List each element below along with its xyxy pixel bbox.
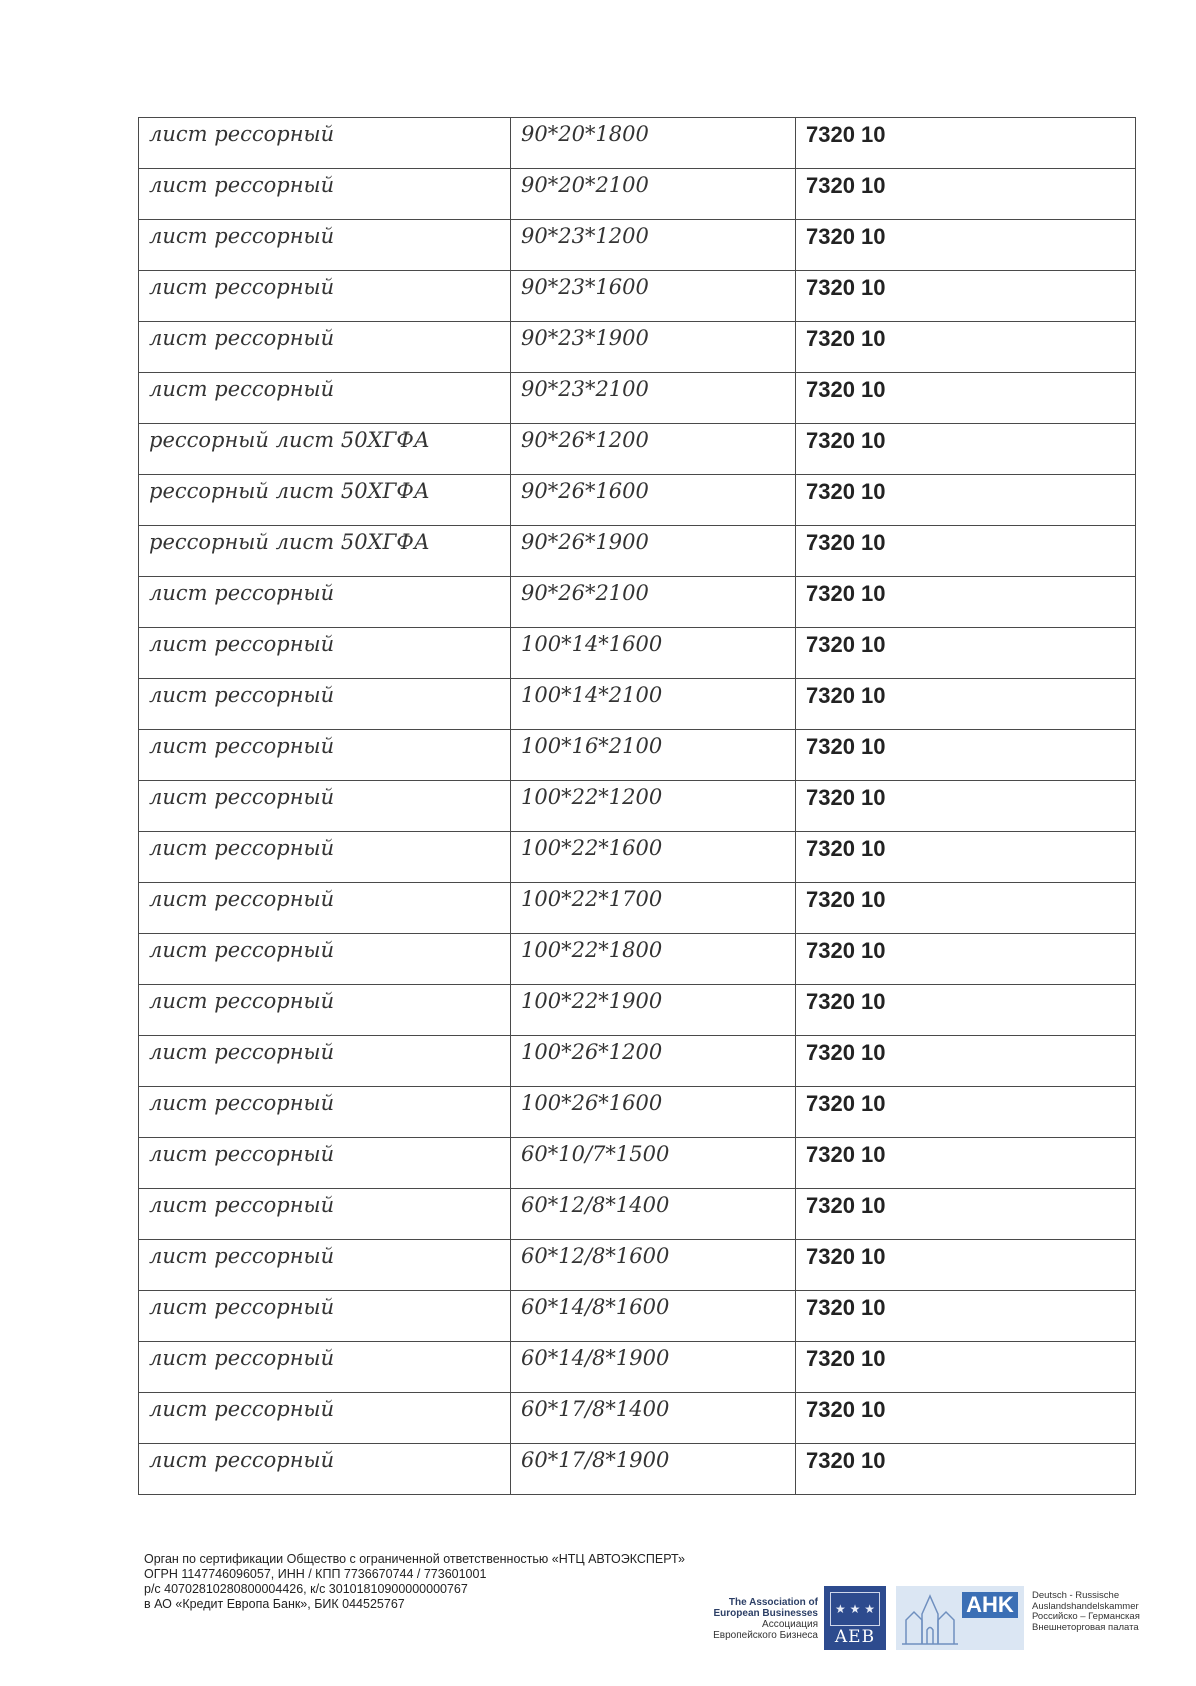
product-code-cell: 7320 10 <box>796 271 1136 322</box>
table-row <box>139 730 1136 781</box>
certification-body-info <box>144 1552 685 1612</box>
table-row <box>139 1189 1136 1240</box>
table-row <box>139 169 1136 220</box>
product-code-cell: 7320 10 <box>796 1342 1136 1393</box>
table-row <box>139 475 1136 526</box>
product-name-cell: лист рессорный <box>139 1444 511 1495</box>
product-name-cell: рессорный лист 50ХГФА <box>139 424 511 475</box>
table-row <box>139 322 1136 373</box>
product-name-cell: лист рессорный <box>139 1189 511 1240</box>
product-code-cell: 7320 10 <box>796 220 1136 271</box>
product-name-cell: лист рессорный <box>139 1240 511 1291</box>
product-name-cell: лист рессорный <box>139 118 511 169</box>
table-row <box>139 679 1136 730</box>
product-code-cell: 7320 10 <box>796 985 1136 1036</box>
product-size-cell: 90*26*1200 <box>511 424 796 475</box>
product-code-cell: 7320 10 <box>796 577 1136 628</box>
product-name-cell: лист рессорный <box>139 883 511 934</box>
aeb-logo-mark: AEB <box>834 1627 876 1647</box>
footer-line: р/с 40702810280800004426, к/с 30101810900000000767 <box>144 1582 468 1596</box>
table-row <box>139 424 1136 475</box>
product-size-cell: 100*16*2100 <box>511 730 796 781</box>
product-name-cell: лист рессорный <box>139 1087 511 1138</box>
product-name-cell: лист рессорный <box>139 679 511 730</box>
product-name-cell: рессорный лист 50ХГФА <box>139 526 511 577</box>
product-size-cell: 100*26*1200 <box>511 1036 796 1087</box>
ahk-caption-3: Российско – Германская <box>1032 1611 1140 1622</box>
product-size-cell: 100*14*2100 <box>511 679 796 730</box>
product-size-cell: 100*22*1200 <box>511 781 796 832</box>
product-code-cell: 7320 10 <box>796 169 1136 220</box>
product-size-cell: 60*17/8*1400 <box>511 1393 796 1444</box>
product-name-cell: лист рессорный <box>139 1342 511 1393</box>
product-size-cell: 100*22*1800 <box>511 934 796 985</box>
table-row <box>139 1444 1136 1495</box>
aeb-caption-en-1: The Association of <box>728 1597 818 1608</box>
product-code-cell: 7320 10 <box>796 1393 1136 1444</box>
product-size-cell: 90*23*1600 <box>511 271 796 322</box>
ahk-caption-2: Auslandshandelskammer <box>1032 1600 1139 1612</box>
product-size-cell: 60*17/8*1900 <box>511 1444 796 1495</box>
table-row <box>139 628 1136 679</box>
product-code-cell: 7320 10 <box>796 118 1136 169</box>
product-size-cell: 90*23*1900 <box>511 322 796 373</box>
product-name-cell: лист рессорный <box>139 781 511 832</box>
table-row <box>139 883 1136 934</box>
product-code-cell: 7320 10 <box>796 1189 1136 1240</box>
product-name-cell: лист рессорный <box>139 271 511 322</box>
cathedral-icon <box>900 1590 960 1646</box>
footer-line: в АО «Кредит Европа Банк», БИК 044525767 <box>144 1597 405 1611</box>
product-size-cell: 60*14/8*1900 <box>511 1342 796 1393</box>
footer-line: ОГРН 1147746096057, ИНН / КПП 7736670744 / 773601001 <box>144 1567 487 1581</box>
product-size-cell: 90*23*2100 <box>511 373 796 424</box>
table-row <box>139 1393 1136 1444</box>
table-row <box>139 526 1136 577</box>
product-size-cell: 90*20*2100 <box>511 169 796 220</box>
product-size-cell: 90*26*2100 <box>511 577 796 628</box>
product-name-cell: лист рессорный <box>139 220 511 271</box>
product-name-cell: лист рессорный <box>139 322 511 373</box>
product-size-cell: 90*23*1200 <box>511 220 796 271</box>
product-name-cell: лист рессорный <box>139 628 511 679</box>
aeb-logo <box>824 1586 886 1650</box>
table-row <box>139 1087 1136 1138</box>
table-row <box>139 985 1136 1036</box>
product-name-cell: лист рессорный <box>139 1036 511 1087</box>
product-code-cell: 7320 10 <box>796 526 1136 577</box>
product-size-cell: 60*14/8*1600 <box>511 1291 796 1342</box>
products-table-body <box>139 118 1136 1495</box>
product-code-cell: 7320 10 <box>796 628 1136 679</box>
product-code-cell: 7320 10 <box>796 679 1136 730</box>
table-row <box>139 577 1136 628</box>
product-size-cell: 60*10/7*1500 <box>511 1138 796 1189</box>
aeb-caption-en-2: European Businesses <box>713 1608 818 1619</box>
table-row <box>139 373 1136 424</box>
product-code-cell: 7320 10 <box>796 1291 1136 1342</box>
product-size-cell: 100*26*1600 <box>511 1087 796 1138</box>
table-row <box>139 781 1136 832</box>
ahk-caption-4: Внешнеторговая палата <box>1032 1621 1139 1633</box>
product-size-cell: 90*26*1900 <box>511 526 796 577</box>
product-name-cell: лист рессорный <box>139 934 511 985</box>
table-row <box>139 220 1136 271</box>
ahk-logo-caption <box>1032 1591 1140 1633</box>
table-row <box>139 1291 1136 1342</box>
product-name-cell: лист рессорный <box>139 730 511 781</box>
product-code-cell: 7320 10 <box>796 1444 1136 1495</box>
product-code-cell: 7320 10 <box>796 1087 1136 1138</box>
product-name-cell: лист рессорный <box>139 169 511 220</box>
product-name-cell: лист рессорный <box>139 1291 511 1342</box>
product-name-cell: рессорный лист 50ХГФА <box>139 475 511 526</box>
table-row <box>139 1138 1136 1189</box>
product-code-cell: 7320 10 <box>796 373 1136 424</box>
product-code-cell: 7320 10 <box>796 475 1136 526</box>
product-size-cell: 90*20*1800 <box>511 118 796 169</box>
product-size-cell: 100*22*1600 <box>511 832 796 883</box>
product-code-cell: 7320 10 <box>796 1240 1136 1291</box>
product-size-cell: 90*26*1600 <box>511 475 796 526</box>
product-code-cell: 7320 10 <box>796 1036 1136 1087</box>
aeb-caption-ru-2: Европейского Бизнеса <box>713 1630 818 1641</box>
product-name-cell: лист рессорный <box>139 1138 511 1189</box>
product-size-cell: 100*14*1600 <box>511 628 796 679</box>
table-row <box>139 118 1136 169</box>
footer-line: Орган по сертификации Общество с ограниченной ответственностью «НТЦ АВТОЭКСПЕРТ» <box>144 1552 686 1566</box>
aeb-logo-caption <box>640 1597 818 1641</box>
product-code-cell: 7320 10 <box>796 883 1136 934</box>
table-row <box>139 832 1136 883</box>
ahk-logo <box>896 1586 1024 1650</box>
product-name-cell: лист рессорный <box>139 985 511 1036</box>
product-name-cell: лист рессорный <box>139 577 511 628</box>
product-code-cell: 7320 10 <box>796 832 1136 883</box>
table-row <box>139 934 1136 985</box>
product-name-cell: лист рессорный <box>139 373 511 424</box>
products-table <box>138 117 1136 1495</box>
product-size-cell: 60*12/8*1600 <box>511 1240 796 1291</box>
product-code-cell: 7320 10 <box>796 424 1136 475</box>
table-row <box>139 1036 1136 1087</box>
product-size-cell: 100*22*1900 <box>511 985 796 1036</box>
aeb-caption-ru-1: Ассоциация <box>762 1619 818 1630</box>
ahk-logo-mark: AHK <box>962 1592 1018 1618</box>
product-code-cell: 7320 10 <box>796 934 1136 985</box>
product-code-cell: 7320 10 <box>796 322 1136 373</box>
product-code-cell: 7320 10 <box>796 1138 1136 1189</box>
product-code-cell: 7320 10 <box>796 730 1136 781</box>
product-size-cell: 60*12/8*1400 <box>511 1189 796 1240</box>
product-name-cell: лист рессорный <box>139 1393 511 1444</box>
product-size-cell: 100*22*1700 <box>511 883 796 934</box>
table-row <box>139 1342 1136 1393</box>
product-code-cell: 7320 10 <box>796 781 1136 832</box>
eu-stars-icon: ★ ★ ★ <box>830 1592 880 1626</box>
ahk-caption-1: Deutsch - Russische <box>1032 1590 1120 1601</box>
table-row <box>139 1240 1136 1291</box>
table-row <box>139 271 1136 322</box>
product-name-cell: лист рессорный <box>139 832 511 883</box>
